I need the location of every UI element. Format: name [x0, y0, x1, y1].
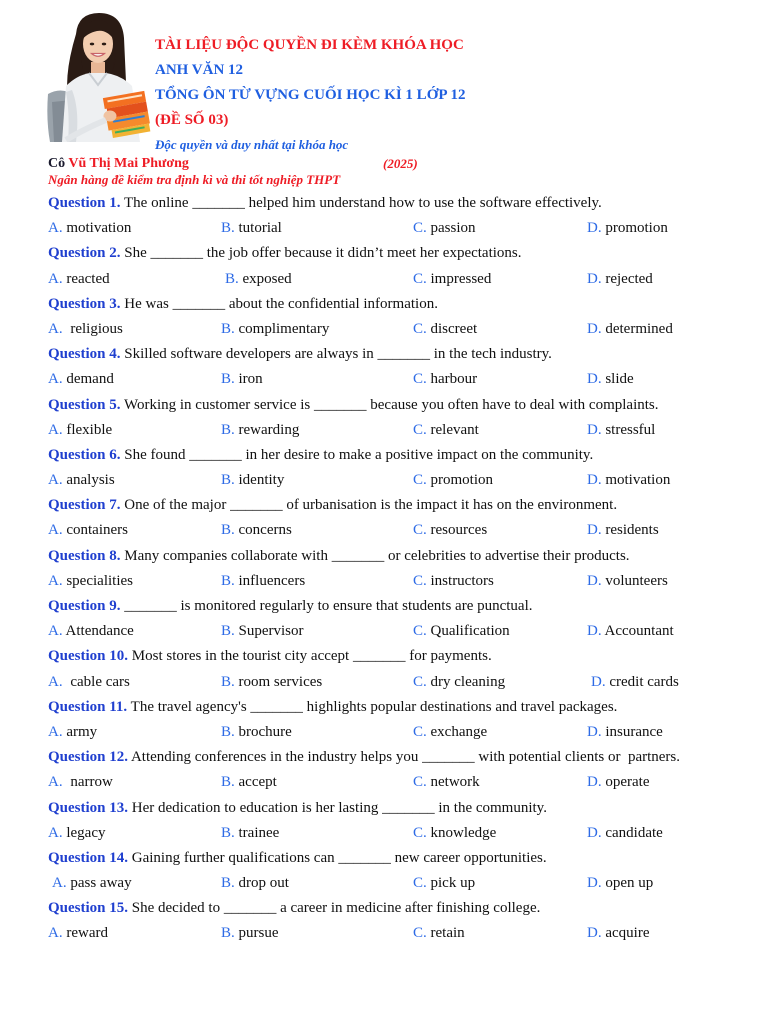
question-text: She decided to _______ a career in medicine after finishing college. — [131, 900, 541, 917]
option-b — [225, 267, 292, 292]
option-text: drop out — [238, 875, 289, 892]
option-letter: A. — [48, 320, 63, 337]
option-c — [413, 619, 510, 644]
option-letter: C. — [413, 824, 427, 841]
option-text: credit cards — [609, 673, 679, 690]
question-2 — [48, 241, 748, 266]
option-text: reacted — [66, 270, 110, 287]
option-letter: D. — [587, 522, 602, 539]
option-letter: B. — [221, 673, 235, 690]
option-text: passion — [430, 220, 476, 237]
teacher-photo — [46, 10, 154, 142]
option-text: impressed — [430, 270, 492, 287]
option-text: Attendance — [65, 623, 134, 640]
option-text: complimentary — [238, 320, 330, 337]
option-letter: B. — [221, 623, 235, 640]
option-c — [413, 569, 494, 594]
option-text: promotion — [605, 220, 668, 237]
option-text: motivation — [66, 220, 132, 237]
option-letter: C. — [413, 623, 427, 640]
question-text: The online _______ helped him understand how to use the software effectively. — [124, 195, 602, 211]
question-text: One of the major _______ of urbanisation is the impact it has on the environment. — [124, 497, 618, 514]
option-text: accept — [238, 774, 277, 791]
question-7 — [48, 493, 748, 518]
option-c — [413, 821, 496, 846]
option-letter: C. — [413, 421, 427, 438]
question-number: Question 1. — [48, 195, 121, 211]
option-text: determined — [605, 320, 673, 337]
question-number: Question 12. — [48, 749, 129, 766]
question-number: Question 13. — [48, 799, 129, 816]
question-text: Working in customer service is _______ because you often have to deal with complaints. — [124, 396, 659, 413]
option-letter: A. — [52, 875, 67, 892]
question-4 — [48, 342, 748, 367]
option-c — [413, 468, 493, 493]
question-8 — [48, 544, 748, 569]
year-label: (2025) — [383, 156, 418, 171]
option-letter: D. — [587, 270, 602, 287]
question-text: She _______ the job offer because it didn’t meet her expectations. — [124, 245, 522, 262]
answer-options-5 — [48, 418, 748, 443]
question-number: Question 15. — [48, 900, 129, 917]
option-d — [587, 267, 653, 292]
answer-options-9 — [48, 619, 748, 644]
option-text: pick up — [430, 875, 476, 892]
option-a — [52, 871, 132, 896]
option-a — [48, 720, 97, 745]
answer-options-6 — [48, 468, 748, 493]
option-text: open up — [605, 875, 654, 892]
option-text: retain — [430, 925, 465, 942]
option-d — [591, 670, 679, 695]
option-text: pass away — [70, 875, 132, 892]
answer-options-2 — [48, 267, 748, 292]
option-d — [587, 569, 668, 594]
option-letter: D. — [587, 774, 602, 791]
option-b — [221, 518, 292, 543]
review-title: TỔNG ÔN TỪ VỰNG CUỐI HỌC KÌ 1 LỚP 12 — [155, 87, 466, 103]
option-letter: A. — [48, 723, 63, 740]
option-text: promotion — [430, 472, 494, 489]
option-c — [413, 871, 475, 896]
option-b — [221, 468, 284, 493]
question-number: Question 2. — [48, 245, 121, 262]
option-d — [587, 367, 634, 392]
option-a — [48, 770, 113, 795]
option-text: slide — [605, 371, 634, 388]
option-letter: D. — [587, 421, 602, 438]
option-letter: A. — [48, 673, 63, 690]
option-letter: C. — [413, 875, 427, 892]
teacher-line — [48, 156, 189, 172]
question-1 — [48, 191, 748, 216]
option-b — [221, 619, 304, 644]
option-b — [221, 921, 279, 946]
question-text: _______ is monitored regularly to ensure that students are punctual. — [124, 598, 533, 614]
exam-number: (ĐỀ SỐ 03) — [155, 112, 229, 128]
option-letter: B. — [221, 824, 235, 841]
option-letter: C. — [413, 220, 427, 237]
option-letter: A. — [48, 472, 63, 489]
option-letter: B. — [225, 270, 239, 287]
option-letter: C. — [413, 320, 427, 337]
option-letter: D. — [587, 875, 602, 892]
answer-options-14 — [48, 871, 748, 896]
option-letter: C. — [413, 572, 427, 589]
option-text: dry cleaning — [430, 673, 506, 690]
teacher-prefix: Cô — [48, 156, 66, 171]
option-letter: B. — [221, 774, 235, 791]
option-text: army — [66, 723, 98, 740]
option-b — [221, 821, 279, 846]
option-text: knowledge — [430, 824, 497, 841]
tagline: Độc quyền và duy nhất tại khóa học — [155, 137, 349, 152]
option-text: Qualification — [430, 623, 510, 640]
option-letter: A. — [48, 220, 63, 237]
option-letter: A. — [48, 824, 63, 841]
option-text: brochure — [238, 723, 292, 740]
option-text: rewarding — [238, 421, 300, 438]
answer-options-4 — [48, 367, 748, 392]
option-a — [48, 367, 114, 392]
option-text: analysis — [66, 472, 115, 489]
question-5 — [48, 393, 748, 418]
question-text: He was _______ about the confidential information. — [124, 295, 438, 312]
option-b — [221, 720, 292, 745]
option-a — [48, 267, 110, 292]
question-13 — [48, 796, 748, 821]
option-text: harbour — [430, 371, 478, 388]
option-text: relevant — [430, 421, 479, 438]
option-d — [587, 518, 659, 543]
option-c — [413, 921, 465, 946]
option-text: stressful — [605, 421, 656, 438]
option-d — [587, 720, 663, 745]
option-letter: C. — [413, 371, 427, 388]
option-b — [221, 670, 322, 695]
option-a — [48, 619, 134, 644]
option-letter: C. — [413, 472, 427, 489]
option-a — [48, 921, 108, 946]
option-b — [221, 871, 289, 896]
option-b — [221, 317, 329, 342]
option-c — [413, 267, 491, 292]
option-letter: C. — [413, 673, 427, 690]
option-letter: D. — [587, 220, 602, 237]
option-letter: D. — [587, 925, 602, 942]
option-letter: A. — [48, 925, 63, 942]
option-text: trainee — [238, 824, 280, 841]
answer-options-15 — [48, 921, 748, 946]
option-b — [221, 569, 305, 594]
option-a — [48, 821, 105, 846]
option-c — [413, 670, 505, 695]
option-text: acquire — [605, 925, 650, 942]
answer-options-12 — [48, 770, 748, 795]
answer-options-7 — [48, 518, 748, 543]
option-letter: D. — [587, 623, 602, 640]
option-b — [221, 367, 263, 392]
option-text: network — [430, 774, 480, 791]
option-text: specialities — [66, 572, 133, 589]
answer-options-11 — [48, 720, 748, 745]
option-letter: A. — [48, 774, 63, 791]
question-text: Many companies collaborate with _______ or celebrities to advertise their products. — [124, 547, 630, 564]
option-text: legacy — [66, 824, 106, 841]
option-letter: A. — [48, 572, 63, 589]
option-text: narrow — [70, 774, 113, 791]
option-letter: A. — [48, 522, 63, 539]
option-text: discreet — [430, 320, 478, 337]
option-c — [413, 720, 487, 745]
option-c — [413, 518, 487, 543]
question-6 — [48, 443, 748, 468]
question-number: Question 8. — [48, 547, 121, 564]
option-text: demand — [66, 371, 114, 388]
option-letter: B. — [221, 220, 235, 237]
option-letter: D. — [587, 572, 602, 589]
subject-title: ANH VĂN 12 — [155, 62, 244, 78]
option-text: volunteers — [605, 572, 668, 589]
option-text: instructors — [430, 572, 494, 589]
option-text: iron — [238, 371, 263, 388]
question-text: Skilled software developers are always in _______ in the tech industry. — [124, 346, 552, 363]
option-c — [413, 770, 480, 795]
question-text: The travel agency's _______ highlights popular destinations and travel packages. — [130, 698, 618, 715]
question-number: Question 10. — [48, 648, 129, 665]
answer-options-8 — [48, 569, 748, 594]
option-text: candidate — [605, 824, 663, 841]
option-text: resources — [430, 522, 488, 539]
option-a — [48, 569, 133, 594]
option-text: room services — [238, 673, 323, 690]
question-list — [48, 191, 748, 947]
option-text: identity — [238, 472, 285, 489]
question-number: Question 14. — [48, 849, 129, 866]
option-c — [413, 418, 479, 443]
option-text: influencers — [238, 572, 306, 589]
option-text: containers — [66, 522, 128, 539]
option-letter: C. — [413, 774, 427, 791]
option-letter: D. — [587, 472, 602, 489]
option-d — [587, 770, 649, 795]
option-text: insurance — [605, 723, 663, 740]
option-d — [587, 468, 670, 493]
option-text: reward — [66, 925, 108, 942]
option-c — [413, 216, 476, 241]
option-letter: B. — [221, 421, 235, 438]
option-text: Supervisor — [238, 623, 304, 640]
option-letter: A. — [48, 421, 63, 438]
option-a — [48, 418, 112, 443]
option-letter: B. — [221, 925, 235, 942]
option-text: residents — [605, 522, 659, 539]
option-a — [48, 518, 128, 543]
option-text: exchange — [430, 723, 488, 740]
option-letter: B. — [221, 472, 235, 489]
question-text: She found _______ in her desire to make a positive impact on the community. — [124, 446, 594, 463]
option-letter: D. — [587, 723, 602, 740]
option-letter: A. — [48, 270, 63, 287]
question-number: Question 7. — [48, 497, 121, 514]
answer-options-13 — [48, 821, 748, 846]
option-text: tutorial — [238, 220, 282, 237]
option-text: exposed — [242, 270, 292, 287]
question-12 — [48, 745, 748, 770]
teacher-name: Vũ Thị Mai Phương — [68, 156, 189, 171]
option-d — [587, 317, 673, 342]
option-d — [587, 871, 653, 896]
option-letter: D. — [587, 824, 602, 841]
question-text: Gaining further qualifications can _______ new career opportunities. — [131, 849, 547, 866]
question-number: Question 6. — [48, 446, 121, 463]
option-letter: D. — [587, 371, 602, 388]
option-d — [587, 619, 674, 644]
option-letter: D. — [587, 320, 602, 337]
question-text: Her dedication to education is her lasting _______ in the community. — [131, 799, 547, 816]
option-d — [587, 921, 649, 946]
question-11 — [48, 695, 748, 720]
option-a — [48, 468, 115, 493]
option-text: Accountant — [604, 623, 674, 640]
option-a — [48, 317, 123, 342]
option-letter: B. — [221, 522, 235, 539]
option-text: pursue — [238, 925, 279, 942]
course-banner-title: TÀI LIỆU ĐỘC QUYỀN ĐI KÈM KHÓA HỌC — [155, 37, 464, 53]
option-c — [413, 317, 477, 342]
answer-options-10 — [48, 670, 748, 695]
question-text: Attending conferences in the industry helps you _______ with potential clients or partners. — [130, 749, 680, 766]
subtitle: Ngân hàng đề kiểm tra định kì và thi tốt nghiệp THPT — [48, 172, 341, 187]
option-d — [587, 418, 655, 443]
option-letter: A. — [48, 371, 63, 388]
option-letter: B. — [221, 320, 235, 337]
question-number: Question 9. — [48, 598, 121, 614]
option-letter: C. — [413, 723, 427, 740]
question-number: Question 3. — [48, 295, 121, 312]
option-a — [48, 216, 131, 241]
option-letter: D. — [591, 673, 606, 690]
option-text: rejected — [605, 270, 653, 287]
option-letter: B. — [221, 572, 235, 589]
question-number: Question 4. — [48, 346, 121, 363]
question-9 — [48, 594, 748, 619]
question-number: Question 5. — [48, 396, 121, 413]
option-text: cable cars — [70, 673, 130, 690]
option-letter: B. — [221, 723, 235, 740]
option-b — [221, 418, 299, 443]
answer-options-1 — [48, 216, 748, 241]
question-14 — [48, 846, 748, 871]
option-text: operate — [605, 774, 650, 791]
option-d — [587, 216, 668, 241]
question-number: Question 11. — [48, 698, 128, 715]
option-c — [413, 367, 477, 392]
option-b — [221, 216, 282, 241]
option-letter: B. — [221, 371, 235, 388]
option-letter: C. — [413, 925, 427, 942]
question-3 — [48, 292, 748, 317]
option-text: religious — [70, 320, 123, 337]
question-10 — [48, 644, 748, 669]
question-15 — [48, 896, 748, 921]
answer-options-3 — [48, 317, 748, 342]
option-letter: C. — [413, 522, 427, 539]
option-a — [48, 670, 130, 695]
option-b — [221, 770, 277, 795]
option-letter: B. — [221, 875, 235, 892]
option-letter: A. — [48, 623, 63, 640]
option-text: flexible — [66, 421, 113, 438]
option-letter: C. — [413, 270, 427, 287]
option-text: motivation — [605, 472, 671, 489]
question-text: Most stores in the tourist city accept _______ for payments. — [131, 648, 492, 665]
option-text: concerns — [238, 522, 292, 539]
option-d — [587, 821, 663, 846]
